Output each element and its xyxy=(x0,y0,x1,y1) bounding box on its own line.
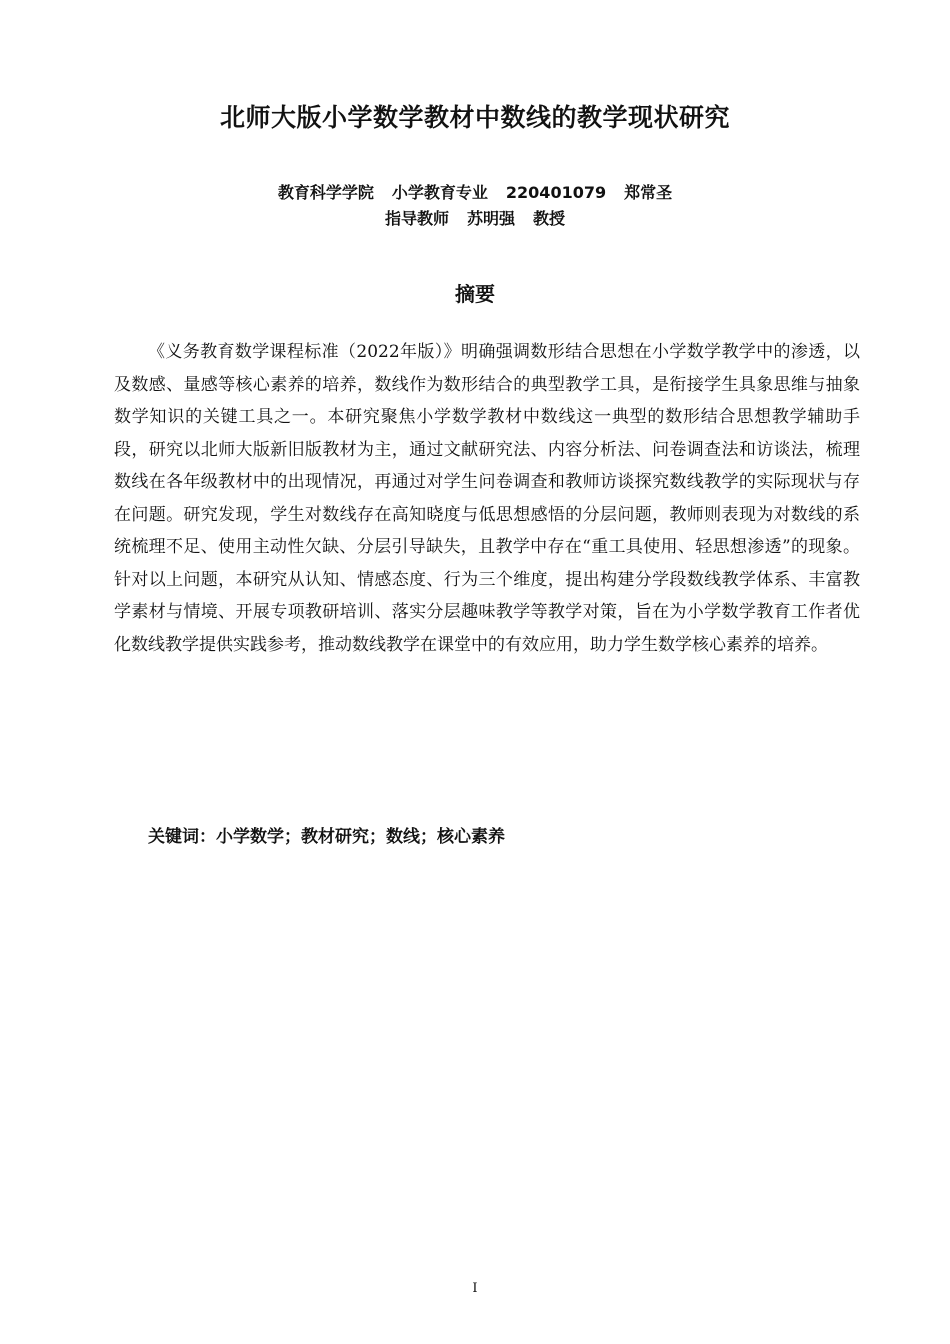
author-info-line xyxy=(0,180,950,203)
advisor-title: 教授 xyxy=(533,209,566,228)
paper-title: 北师大版小学数学教材中数线的教学现状研究 xyxy=(219,103,730,132)
advisor-info-line xyxy=(0,206,950,229)
author-college: 教育科学学院 xyxy=(277,183,374,202)
abstract-heading: 摘要 xyxy=(455,282,495,306)
author-student-id: 220401079 xyxy=(505,183,607,202)
author-major: 小学教育专业 xyxy=(391,183,488,202)
keywords-line: 关键词：小学数学；教材研究；数线；核心素养 xyxy=(148,827,505,847)
advisor-label: 指导教师 xyxy=(384,209,449,228)
abstract-body: 《义务教育数学课程标准（2022年版）》明确强调数形结合思想在小学数学教学中的渗透，以及数感、量感等核心素养的培养，数线作为数形结合的典型教学工具，是衔接学生具象思维与抽象数学知识的关键工具之一。本研究聚焦小学数学教材中数线这一典型的数形结合思想教学辅助手段，研究以北师大版新旧版教材为主，通过文献研究法、内容分析法、问卷调查法和访谈法，梳理数线在各年级教材中的出现情况，再通过对学生问卷调查和教师访谈探究数线教学的实际现状与存在问题。研究发现，学生对数线存在高知晓度与低思想感悟的分层问题，教师则表现为对数线的系统梳理不足、使用主动性欠缺、分层引导缺失，且教学中存在“重工具使用、轻思想渗透”的现象。针对以上问题，本研究从认知、情感态度、行为三个维度，提出构建分学段数线教学体系、丰富教学素材与情境、开展专项教研培训、落实分层趣味教学等教学对策，旨在为小学数学教育工作者优化数线教学提供实践参考，推动数线教学在课堂中的有效应用，助力学生数学核心素养的培养。 xyxy=(114,342,860,655)
author-name: 郑常圣 xyxy=(624,183,673,202)
page-number: I xyxy=(472,1281,478,1296)
advisor-name: 苏明强 xyxy=(466,209,515,228)
